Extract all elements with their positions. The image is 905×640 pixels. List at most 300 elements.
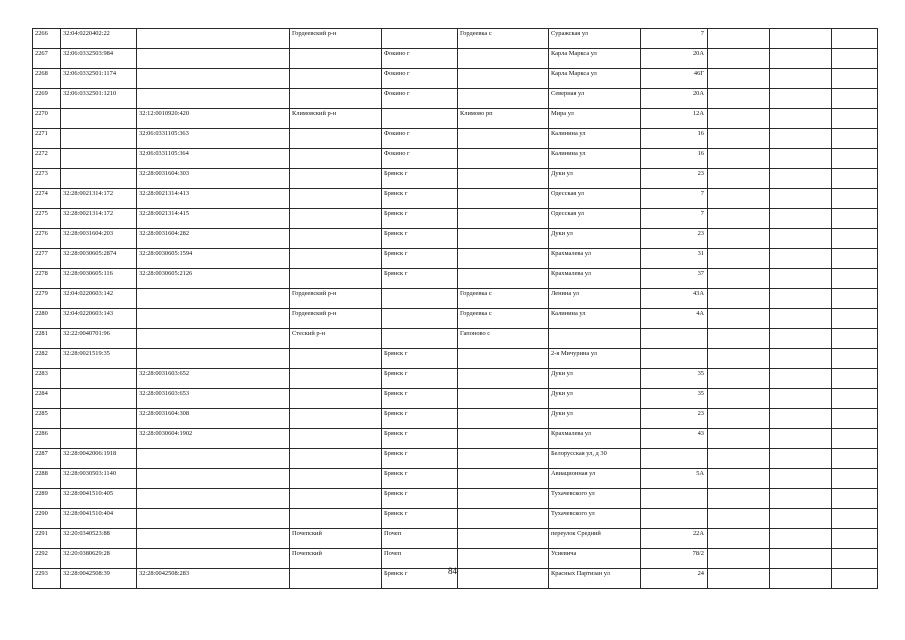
cell-village (458, 129, 549, 149)
table-row (33, 209, 878, 229)
cell-empty (770, 89, 832, 109)
cell-empty (770, 389, 832, 409)
cell-cad2: 32:28:0030604:1902 (137, 429, 290, 449)
cell-cad2 (137, 29, 290, 49)
table-row (33, 129, 878, 149)
cell-cad2: 32:28:0031604:303 (137, 169, 290, 189)
cell-n: 2289 (33, 489, 61, 509)
cell-empty (832, 169, 878, 189)
page-number: 84 (448, 566, 457, 576)
cell-cad1: 32:28:0041510:405 (61, 489, 137, 509)
cell-house: 31 (641, 249, 708, 269)
cell-village (458, 509, 549, 529)
cell-empty (708, 409, 770, 429)
cell-empty (770, 289, 832, 309)
cell-empty (708, 329, 770, 349)
cell-house (641, 449, 708, 469)
cell-cad2: 32:28:0031603:652 (137, 369, 290, 389)
cell-street: Белорусская ул, д 30 (549, 449, 641, 469)
cell-street: Усиевича (549, 549, 641, 569)
cell-cad1: 32:20:0380629:28 (61, 549, 137, 569)
cell-empty (770, 69, 832, 89)
cell-n: 2285 (33, 409, 61, 429)
cell-town (382, 109, 458, 129)
cell-cad2 (137, 289, 290, 309)
cell-n: 2283 (33, 369, 61, 389)
cell-town: Фокино г (382, 49, 458, 69)
cell-empty (832, 469, 878, 489)
cell-street: Дуки ул (549, 369, 641, 389)
cell-n: 2268 (33, 69, 61, 89)
cell-district (290, 229, 382, 249)
cell-empty (832, 429, 878, 449)
cell-cad1: 32:28:0041510:404 (61, 509, 137, 529)
cell-street: Ленина ул (549, 289, 641, 309)
cell-n: 2270 (33, 109, 61, 129)
cell-town: Брянск г (382, 369, 458, 389)
cell-district (290, 349, 382, 369)
cell-empty (770, 229, 832, 249)
cell-empty (708, 189, 770, 209)
cell-empty (708, 509, 770, 529)
cell-street: переулок Средний (549, 529, 641, 549)
cell-street: Тухачевского ул (549, 509, 641, 529)
cell-town: Брянск г (382, 489, 458, 509)
cell-cad1: 32:04:0220603:142 (61, 289, 137, 309)
cell-town (382, 289, 458, 309)
cell-district (290, 169, 382, 189)
table-row (33, 329, 878, 349)
cell-n: 2290 (33, 509, 61, 529)
cell-district (290, 89, 382, 109)
cell-town: Брянск г (382, 429, 458, 449)
cell-cad2: 32:28:0030605:1594 (137, 249, 290, 269)
cell-house: 23 (641, 169, 708, 189)
cell-town (382, 309, 458, 329)
cell-house: 7 (641, 29, 708, 49)
cell-house (641, 329, 708, 349)
table-row (33, 49, 878, 69)
cell-town: Брянск г (382, 189, 458, 209)
cell-street: Суражская ул (549, 29, 641, 49)
cell-empty (770, 49, 832, 69)
cell-empty (770, 189, 832, 209)
cell-street: Тухачевского ул (549, 489, 641, 509)
cell-empty (770, 29, 832, 49)
cell-cad1 (61, 369, 137, 389)
cell-cad2: 32:28:0031604:308 (137, 409, 290, 429)
cell-town: Фокино г (382, 69, 458, 89)
cell-n: 2273 (33, 169, 61, 189)
cell-town: Брянск г (382, 469, 458, 489)
cell-house: 4А (641, 309, 708, 329)
cell-village (458, 229, 549, 249)
cell-cad2: 32:06:0331105:363 (137, 129, 290, 149)
cell-village (458, 409, 549, 429)
cell-village (458, 209, 549, 229)
cell-cad2: 32:28:0030605:2126 (137, 269, 290, 289)
cell-cad1: 32:06:0332503:984 (61, 49, 137, 69)
cell-empty (770, 489, 832, 509)
cell-cad2: 32:28:0031603:653 (137, 389, 290, 409)
cell-house: 12А (641, 109, 708, 129)
cell-empty (708, 309, 770, 329)
cell-town: Брянск г (382, 169, 458, 189)
cell-empty (770, 529, 832, 549)
cell-street: Калинина ул (549, 309, 641, 329)
table-row (33, 249, 878, 269)
cell-n: 2291 (33, 529, 61, 549)
cell-street: Красных Партизан ул (549, 569, 641, 589)
cell-village (458, 189, 549, 209)
cell-cad1: 32:28:0042508:39 (61, 569, 137, 589)
cell-cad1: 32:28:0030503:1140 (61, 469, 137, 489)
cell-district: Гордеевский р-н (290, 309, 382, 329)
cell-cad1 (61, 429, 137, 449)
cell-empty (832, 389, 878, 409)
cell-town: Фокино г (382, 129, 458, 149)
cell-town: Почеп (382, 529, 458, 549)
cell-street: Дуки ул (549, 389, 641, 409)
cell-n: 2279 (33, 289, 61, 309)
table-row (33, 229, 878, 249)
cell-village (458, 349, 549, 369)
table-row (33, 69, 878, 89)
cell-district: Стеский р-н (290, 329, 382, 349)
cell-cad2 (137, 89, 290, 109)
cell-empty (832, 349, 878, 369)
cell-village: Гордеевка с (458, 29, 549, 49)
cell-street: Карла Маркса ул (549, 49, 641, 69)
cell-house: 5А (641, 469, 708, 489)
cell-empty (832, 69, 878, 89)
cell-district (290, 129, 382, 149)
cell-village (458, 489, 549, 509)
table-row (33, 529, 878, 549)
cell-cad1: 32:04:0220603:143 (61, 309, 137, 329)
cell-village (458, 389, 549, 409)
cell-district (290, 369, 382, 389)
cell-cad2 (137, 349, 290, 369)
cell-district (290, 489, 382, 509)
cell-town: Брянск г (382, 209, 458, 229)
cell-town: Брянск г (382, 409, 458, 429)
table-row (33, 89, 878, 109)
cell-cad2: 32:06:0331105:364 (137, 149, 290, 169)
cell-n: 2282 (33, 349, 61, 369)
table-row (33, 449, 878, 469)
cell-empty (770, 129, 832, 149)
cell-village: Гапоново с (458, 329, 549, 349)
cell-district (290, 149, 382, 169)
cell-empty (832, 369, 878, 389)
table-row (33, 289, 878, 309)
cell-cad1: 32:06:0332501:1174 (61, 69, 137, 89)
cell-n: 2286 (33, 429, 61, 449)
table-row (33, 349, 878, 369)
cell-town: Брянск г (382, 449, 458, 469)
cell-cad1: 32:28:0021314:172 (61, 189, 137, 209)
cell-house: 35 (641, 389, 708, 409)
cell-district (290, 469, 382, 489)
register-table (32, 28, 878, 589)
cell-empty (708, 349, 770, 369)
cell-n: 2281 (33, 329, 61, 349)
cell-town: Брянск г (382, 349, 458, 369)
cell-empty (770, 509, 832, 529)
cell-empty (832, 329, 878, 349)
cell-town (382, 329, 458, 349)
cell-cad2: 32:28:0031604:282 (137, 229, 290, 249)
table-row (33, 369, 878, 389)
cell-empty (832, 509, 878, 529)
cell-district (290, 389, 382, 409)
cell-empty (832, 29, 878, 49)
cell-cad1 (61, 129, 137, 149)
cell-empty (708, 29, 770, 49)
cell-empty (832, 129, 878, 149)
table-row (33, 109, 878, 129)
cell-empty (708, 429, 770, 449)
cell-n: 2271 (33, 129, 61, 149)
cell-district: Гордеевский р-н (290, 29, 382, 49)
cell-empty (832, 289, 878, 309)
table-row (33, 409, 878, 429)
cell-empty (832, 229, 878, 249)
cell-empty (832, 249, 878, 269)
cell-cad1 (61, 169, 137, 189)
cell-district (290, 49, 382, 69)
cell-town: Брянск г (382, 249, 458, 269)
cell-street: Калинина ул (549, 149, 641, 169)
cell-house: 24 (641, 569, 708, 589)
cell-house: 16 (641, 129, 708, 149)
cell-village (458, 69, 549, 89)
cell-empty (770, 209, 832, 229)
cell-n: 2280 (33, 309, 61, 329)
cell-house: 43 (641, 429, 708, 449)
cell-n: 2276 (33, 229, 61, 249)
cell-town: Брянск г (382, 269, 458, 289)
cell-village (458, 529, 549, 549)
cell-empty (770, 349, 832, 369)
cell-street (549, 329, 641, 349)
cell-cad1 (61, 109, 137, 129)
table-row (33, 149, 878, 169)
cell-cad1 (61, 409, 137, 429)
cell-house: 78/2 (641, 549, 708, 569)
cell-district (290, 69, 382, 89)
cell-house: 46Г (641, 69, 708, 89)
cell-empty (708, 449, 770, 469)
cell-house: 43А (641, 289, 708, 309)
cell-district (290, 269, 382, 289)
cell-cad2 (137, 309, 290, 329)
cell-district: Климовский р-н (290, 109, 382, 129)
cell-town: Брянск г (382, 509, 458, 529)
cell-house: 23 (641, 409, 708, 429)
cell-street: Одесская ул (549, 189, 641, 209)
cell-street: Дуки ул (549, 169, 641, 189)
cell-empty (770, 329, 832, 349)
cell-empty (770, 309, 832, 329)
cell-cad1 (61, 149, 137, 169)
cell-empty (708, 389, 770, 409)
table-row (33, 189, 878, 209)
cell-district (290, 249, 382, 269)
cell-town: Фокино г (382, 149, 458, 169)
cell-empty (708, 149, 770, 169)
cell-house: 20А (641, 49, 708, 69)
cell-empty (708, 529, 770, 549)
cell-house: 16 (641, 149, 708, 169)
cell-village (458, 429, 549, 449)
cell-street: 2-я Мичурина ул (549, 349, 641, 369)
cell-cad2: 32:28:0042508:283 (137, 569, 290, 589)
cell-empty (832, 309, 878, 329)
cell-house: 35 (641, 369, 708, 389)
cell-village (458, 449, 549, 469)
cell-empty (708, 49, 770, 69)
cell-house: 23 (641, 229, 708, 249)
table-row (33, 489, 878, 509)
cell-town: Брянск г (382, 389, 458, 409)
cell-cad1: 32:28:0021519:35 (61, 349, 137, 369)
cell-village (458, 249, 549, 269)
cell-n: 2277 (33, 249, 61, 269)
cell-empty (708, 489, 770, 509)
table-row (33, 169, 878, 189)
cell-empty (832, 449, 878, 469)
cell-district: Почепский (290, 529, 382, 549)
cell-n: 2284 (33, 389, 61, 409)
cell-village (458, 469, 549, 489)
cell-house (641, 489, 708, 509)
table-row (33, 429, 878, 449)
cell-empty (770, 369, 832, 389)
cell-district: Почепский (290, 549, 382, 569)
table-body (33, 29, 878, 589)
cell-empty (708, 89, 770, 109)
cell-village: Климово рп (458, 109, 549, 129)
table-row (33, 269, 878, 289)
cell-empty (770, 449, 832, 469)
cell-empty (708, 169, 770, 189)
cell-cad2 (137, 329, 290, 349)
cell-empty (708, 369, 770, 389)
cell-house (641, 509, 708, 529)
cell-district (290, 189, 382, 209)
cell-cad1 (61, 389, 137, 409)
cell-n: 2275 (33, 209, 61, 229)
cell-cad1: 32:28:0021314:172 (61, 209, 137, 229)
cell-empty (770, 109, 832, 129)
cell-empty (708, 229, 770, 249)
cell-empty (708, 249, 770, 269)
cell-district: Гордеевский р-н (290, 289, 382, 309)
cell-house: 7 (641, 209, 708, 229)
cell-empty (708, 269, 770, 289)
cell-cad2: 32:12:0010920:420 (137, 109, 290, 129)
cell-n: 2269 (33, 89, 61, 109)
cell-cad1: 32:28:0031604:203 (61, 229, 137, 249)
cell-empty (708, 469, 770, 489)
cell-empty (708, 209, 770, 229)
cell-empty (708, 129, 770, 149)
cell-n: 2287 (33, 449, 61, 469)
cell-cad2 (137, 69, 290, 89)
cell-district (290, 429, 382, 449)
cell-n: 2274 (33, 189, 61, 209)
cell-cad1: 32:28:0042006:1918 (61, 449, 137, 469)
cell-street: Дуки ул (549, 229, 641, 249)
cell-cad1: 32:28:0030605:116 (61, 269, 137, 289)
cell-house (641, 349, 708, 369)
cell-village (458, 149, 549, 169)
cell-town (382, 29, 458, 49)
cell-town: Брянск г (382, 229, 458, 249)
cell-n: 2292 (33, 549, 61, 569)
table-row (33, 309, 878, 329)
cell-empty (832, 189, 878, 209)
cell-cad2 (137, 509, 290, 529)
cell-empty (832, 209, 878, 229)
cell-empty (708, 69, 770, 89)
cell-village (458, 269, 549, 289)
cell-street: Авиационная ул (549, 469, 641, 489)
cell-empty (770, 409, 832, 429)
cell-district (290, 409, 382, 429)
cell-empty (832, 489, 878, 509)
cell-n: 2278 (33, 269, 61, 289)
cell-street: Крахмалева ул (549, 429, 641, 449)
cell-village (458, 49, 549, 69)
cell-empty (832, 409, 878, 429)
cell-town: Брянск г (382, 569, 458, 589)
cell-cad2 (137, 449, 290, 469)
cell-cad2 (137, 489, 290, 509)
cell-village: Гордеевка с (458, 289, 549, 309)
cell-empty (832, 529, 878, 549)
cell-street: Крахмалева ул (549, 249, 641, 269)
table-row (33, 389, 878, 409)
cell-cad1: 32:20:0340523:88 (61, 529, 137, 549)
cell-street: Одесская ул (549, 209, 641, 229)
cell-house: 20А (641, 89, 708, 109)
cell-house: 37 (641, 269, 708, 289)
cell-cad2 (137, 49, 290, 69)
cell-empty (832, 269, 878, 289)
cell-cad1: 32:04:0220402:22 (61, 29, 137, 49)
cell-cad2 (137, 529, 290, 549)
cell-n: 2272 (33, 149, 61, 169)
table-row (33, 509, 878, 529)
cell-empty (832, 149, 878, 169)
table-row (33, 29, 878, 49)
cell-street: Северная ул (549, 89, 641, 109)
cell-village: Гордеевка с (458, 309, 549, 329)
cell-cad1: 32:22:0040701:96 (61, 329, 137, 349)
cell-house: 7 (641, 189, 708, 209)
cell-empty (770, 469, 832, 489)
cell-town: Фокино г (382, 89, 458, 109)
cell-street: Мира ул (549, 109, 641, 129)
cell-empty (770, 149, 832, 169)
cell-empty (770, 169, 832, 189)
cell-cad2 (137, 469, 290, 489)
cell-street: Калинина ул (549, 129, 641, 149)
cell-street: Карла Маркса ул (549, 69, 641, 89)
